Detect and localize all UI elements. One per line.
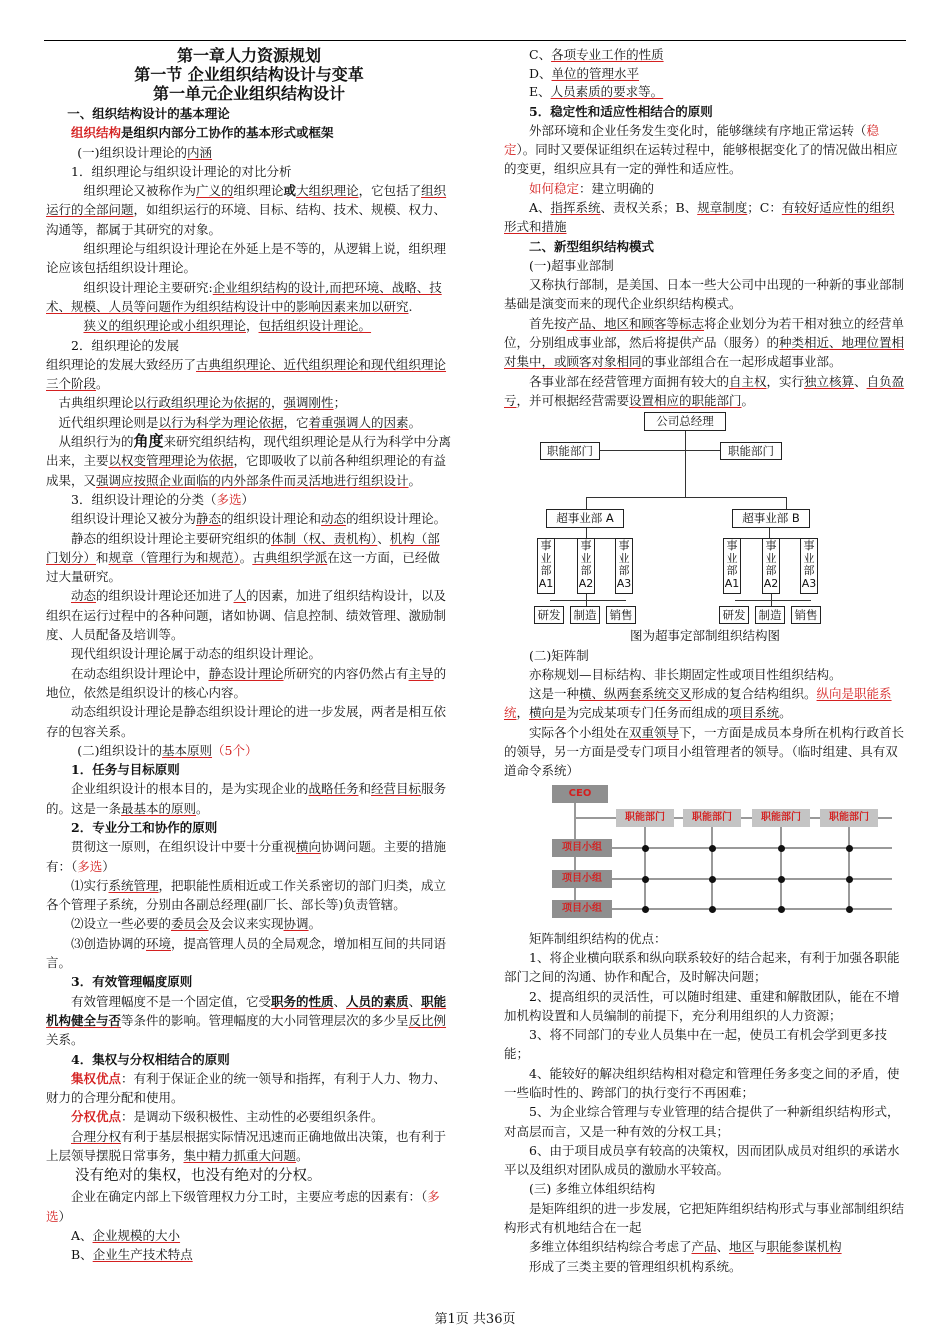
paragraph: 组织理论与组织设计理论在外延上是不等的，从逻辑上说，组织理论应该包括组织设计理论。	[46, 241, 447, 276]
org-node-super-a: 超事业部 A	[546, 509, 624, 528]
list-item: D、单位的管理水平	[529, 65, 640, 81]
org-node-rd: 研发	[719, 606, 749, 624]
paragraph: 没有绝对的集权，也没有绝对的分权。	[75, 1168, 322, 1185]
paragraph: ⑶创造协调的环境，提高管理人员的全局观念，增加相互间的共同语言。	[46, 935, 447, 971]
paragraph: 4、能较好的解决组织结构相对稳定和管理任务多变之间的矛盾，使一些临时性的、跨部门的执行变行不再困难；	[504, 1065, 900, 1100]
matrix-ceo: CEO	[552, 785, 608, 803]
paragraph: ⑴实行系统管理，把职能性质相近或工作关系密切的部门归类，成立各个管理子系统，分别由各副总经理(副厂长、部长等)负责管辖。	[46, 877, 447, 913]
org-node-mfg: 制造	[570, 606, 600, 624]
unit-title: 第一单元企业组织结构设计	[152, 84, 345, 103]
paragraph: (二)组织设计的基本原则（5个）	[77, 742, 258, 758]
paragraph: 又称执行部制，是美国、日本一些大公司中出现的一种新的事业部制基础是演变而来的现代企业织织结构模式。	[504, 277, 905, 312]
paragraph: 各事业部在经营管理方面拥有较大的自主权，实行独立核算、自负盈亏，并可根据经营需要设置相应的职能部门。	[504, 373, 905, 408]
paragraph: 首先按产品、地区和顾客等标志将企业划分为若干相对独立的经营单位，分别组成事业部，然后将提供产品（服务）的种类相近、地理位置相对集中，或顾客对象相同的事业部组合在一起形成超事业部。	[504, 315, 905, 370]
list-item: C、各项专业工作的性质	[529, 47, 664, 62]
matrix-project-team: 项目小组	[552, 839, 612, 857]
page-footer: 第1页 共36页	[434, 1312, 516, 1327]
paragraph: 4．集权与分权相结合的原则	[71, 1051, 230, 1067]
org-node-division-b1: 事业部A1	[723, 538, 741, 594]
paragraph: 近代组织理论则是以行为科学为理论依据，它着重强调人的因素。	[58, 414, 422, 430]
org-node-division-b3: 事业部A3	[800, 538, 818, 594]
paragraph: 3．有效管理幅度原则	[71, 974, 193, 990]
org-node-top: 公司总经理	[644, 412, 726, 431]
paragraph: 2．组织理论的发展	[71, 337, 179, 353]
paragraph: 1、将企业横向联系和纵向联系较好的结合起来，有利于加强各职能部门之间的沟通、协作和配合，及时解决问题；	[504, 949, 900, 985]
paragraph: ⑵设立一些必要的委员会及会议来实现协调。	[71, 916, 322, 932]
paragraph: (一)超事业部制	[529, 257, 614, 273]
paragraph: 在动态组织设计理论中，静态设计理论所研究的内容仍然占有主导的地位，依然是组织设计的核心内容。	[46, 665, 447, 700]
org-node-sales: 销售	[606, 606, 636, 624]
paragraph: 3、将不同部门的专业人员集中在一起，使员工有机会学到更多技能；	[504, 1027, 887, 1062]
paragraph: 1．任务与目标原则	[71, 762, 180, 778]
paragraph: 狭义的组织理论或小组织理论，包括组织设计理论。	[83, 318, 372, 334]
org-node-functional-left: 职能部门	[540, 442, 600, 460]
matrix-structure-diagram	[544, 785, 900, 925]
paragraph: 集权优点：有利于保证企业的统一领导和指挥，有利于人力、物力、财力的合理分配和使用。	[46, 1070, 447, 1106]
paragraph: 是矩阵组织的进一步发展，它把矩阵组织结构形式与事业部制组织结构形式有机地结合在一起	[504, 1200, 905, 1236]
paragraph: 外部环境和企业任务发生变化时，能够继续有序地正常运转（稳定）。同时又要保证组织在运转过程中，能够根据变化了的情况做出相应的变更，组织应具有一定的弹性和适应性。	[504, 122, 898, 177]
paragraph: (二)矩阵制	[529, 647, 589, 663]
paragraph: (一)组织设计理论的内涵	[77, 144, 213, 160]
matrix-functional-dept: 职能部门	[752, 809, 810, 827]
paragraph: 3．组织设计理论的分类（多选）	[71, 491, 254, 507]
paragraph: 组织理论又被称作为广义的组织理论或大组织理论，它包括了组织运行的全部问题，如组织运行的环境、目标、结构、技术、规模、权力、沟通等，都属于其研究的对象。	[46, 183, 447, 237]
org-node-functional-right: 职能部门	[720, 442, 782, 460]
list-item: B、企业生产技术特点	[71, 1247, 193, 1263]
paragraph: 多维立体组织结构综合考虑了产品、地区与职能参谋机构	[529, 1239, 842, 1255]
paragraph: 组织理论的发展大致经历了古典组织理论、近代组织理论和现代组织理论三个阶段。	[46, 356, 447, 392]
paragraph: 静态的组织设计理论主要研究组织的体制（权、责机构）、机构（部门划分）和规章（管理行为和规范）。古典组织学派在这一方面，已经做过大量研究。	[46, 530, 440, 585]
list-item: E、人员素质的要求等。	[529, 84, 664, 99]
org-node-mfg: 制造	[755, 606, 785, 624]
super-division-org-chart	[514, 412, 894, 626]
org-node-division-a2: 事业部A2	[577, 538, 595, 594]
paragraph: 如何稳定：建立明确的	[529, 180, 655, 196]
paragraph: 亦称规划—目标结构、非长期固定性或项目性组织结构。	[529, 666, 842, 682]
heading-basic-theory: 一、组织结构设计的基本理论	[67, 106, 230, 121]
org-node-rd: 研发	[534, 606, 564, 624]
paragraph: 企业在确定内部上下级管理权力分工时，主要应考虑的因素有：（多选）	[46, 1189, 440, 1224]
left-column	[46, 46, 452, 1265]
matrix-functional-dept: 职能部门	[683, 809, 741, 827]
paragraph: 2、提高组织的灵活性，可以随时组建、重建和解散团队，能在不增加机构设置和人员编制的前提下，充分利用组织的人力资源；	[504, 988, 900, 1023]
org-node-division-a1: 事业部A1	[537, 538, 555, 594]
paragraph: 从组织行为的角度来研究组织结构，现代组织理论是从行为科学中分离出来，主要以权变管理理论为依据，它即吸收了以前各种组织理论的有益成果，又强调应按照企业面临的内外部条件而灵活地进行组织设计。	[46, 432, 452, 488]
paragraph: 5．稳定性和适应性相结合的原则	[529, 103, 713, 119]
paragraph: 动态的组织设计理论还加进了人的因素，加进了组织结构设计，以及组织在运行过程中的各种问题，诸如协调、信息控制、绩效管理、激励制度、人员配备及培训等。	[46, 588, 447, 643]
paragraph: 企业组织设计的根本目的，是为实现企业的战略任务和经营目标服务的。这是一条最基本的原则。	[46, 781, 447, 816]
matrix-project-team: 项目小组	[552, 870, 612, 888]
paragraph: 贯彻这一原则，在组织设计中要十分重视横向协调问题。主要的措施有：（多选）	[46, 839, 447, 874]
paragraph: 组织设计理论又被分为静态的组织设计理论和动态的组织设计理论。	[71, 511, 447, 527]
matrix-project-team: 项目小组	[552, 900, 612, 918]
matrix-functional-dept: 职能部门	[820, 809, 878, 827]
paragraph: 古典组织理论以行政组织理论为依据的，强调刚性；	[58, 395, 347, 411]
figure-caption: 图为超事定部制组织结构图	[629, 628, 780, 644]
paragraph: 合理分权有利于基层根据实际情况迅速而正确地做出决策，也有利于上层领导摆脱日常事务，集中精力抓重大问题。	[46, 1128, 447, 1164]
org-node-sales: 销售	[791, 606, 821, 624]
paragraph: 1．组织理论与组织设计理论的对比分析	[71, 163, 292, 179]
paragraph: 组织结构是组织内部分工协作的基本形式或框架	[71, 125, 334, 141]
paragraph: 形成了三类主要的管理组织机构系统。	[529, 1258, 742, 1274]
paragraph: 5、为企业综合管理与专业管理的结合提供了一种新组织结构形式，对高层而言，又是一种有效的分权工具；	[504, 1104, 900, 1139]
paragraph: 有效管理幅度不是一个固定值，它受职务的性质、人员的素质、职能机构健全与否等条件的影响。管理幅度的大小同管理层次的多少呈反比例关系。	[46, 993, 447, 1048]
paragraph: (三) 多维立体组织结构	[529, 1181, 656, 1197]
paragraph: 组织设计理论主要研究:企业组织结构的设计,而把环境、战略、技术、规模、人员等问题作为组织结构设计中的影响因素来加以研究.	[46, 279, 442, 314]
paragraph: 6、由于项目成员享有较高的决策权，因而团队成员对组织的承诺水平以及组织对团队成员的激励水平较高。	[504, 1142, 900, 1178]
chapter-title: 第一章人力资源规划	[176, 46, 321, 65]
paragraph: 2．专业分工和协作的原则	[71, 819, 218, 835]
heading-new-models: 二、新型组织结构模式	[529, 238, 655, 254]
paragraph: A、指挥系统、责权关系；B、规章制度；C：有较好适应性的组织形式和措施	[504, 199, 895, 235]
right-column	[504, 46, 906, 1276]
paragraph: 实际各个小组处在双重领导下，一方面是成员本身所在机构行政首长的领导，另一方面是受专门项目小组管理者的领导。（临时组建、具有双道命令系统）	[504, 724, 905, 779]
paragraph: 分权优点：是调动下级积极性、主动性的必要组织条件。	[71, 1109, 384, 1125]
org-node-division-a3: 事业部A3	[615, 538, 633, 594]
section-title: 第一节 企业组织结构设计与变革	[134, 65, 364, 84]
header-rule	[44, 40, 906, 41]
paragraph: 现代组织设计理论属于动态的组织设计理论。	[71, 646, 322, 662]
paragraph: 矩阵制组织结构的优点：	[529, 930, 667, 946]
org-node-division-b2: 事业部A2	[762, 538, 780, 594]
list-item: A、企业规模的大小	[71, 1227, 181, 1243]
org-node-super-b: 超事业部 B	[732, 509, 810, 528]
paragraph: 这是一种横、纵两套系统交叉形成的复合结构组织。纵向是职能系统，横向是为完成某项专门任务而组成的项目系统。	[504, 686, 892, 721]
paragraph: 动态组织设计理论是静态组织设计理论的进一步发展，两者是相互依存的包容关系。	[46, 704, 447, 739]
matrix-functional-dept: 职能部门	[616, 809, 674, 827]
